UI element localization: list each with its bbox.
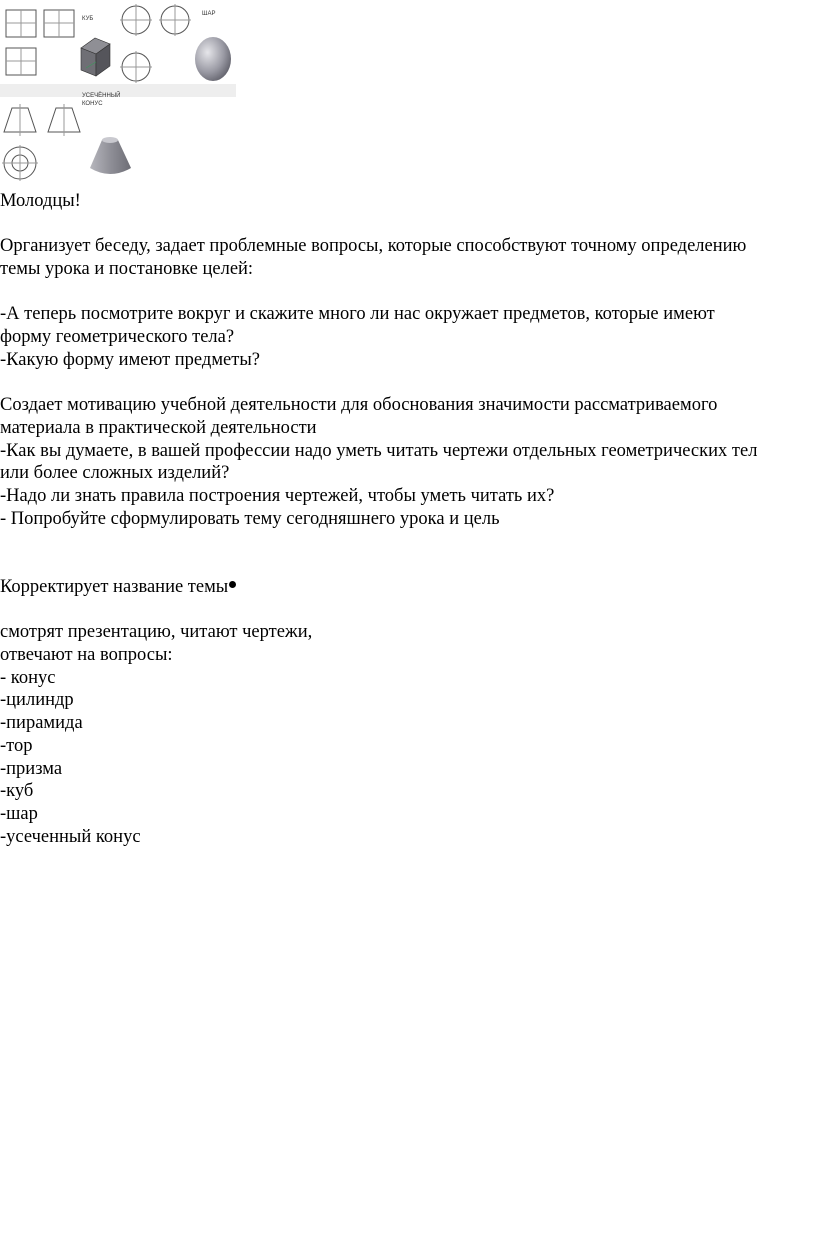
answer-sphere: -шар <box>0 803 38 824</box>
corrects-topic-text: Корректирует название темы <box>0 576 229 597</box>
answer-cube: -куб <box>0 781 34 802</box>
sphere-3d <box>195 37 231 81</box>
geometric-bodies-drawing <box>0 0 240 190</box>
cube-side-view <box>44 10 74 37</box>
motivation-line-1: Создает мотивацию учебной деятельности для обоснования значимости рассматриваемого <box>0 395 718 416</box>
question-rules: -Надо ли знать правила построения чертежей, чтобы уметь читать их? <box>0 486 555 507</box>
frustum-front-view <box>4 104 36 136</box>
answer-cylinder: -цилиндр <box>0 690 74 711</box>
answer-cone: - конус <box>0 667 56 688</box>
question-shape: -Какую форму имеют предметы? <box>0 349 260 370</box>
answer-prism: -призма <box>0 758 63 779</box>
frustum-label-line2: КОНУС <box>82 101 103 107</box>
organizes-line-1: Организует беседу, задает проблемные вопросы, которые способствуют точному определению <box>0 236 747 257</box>
bullet-dot-icon <box>229 581 236 588</box>
lesson-text <box>0 190 816 848</box>
question-look-around-2: форму геометрического тела? <box>0 327 235 348</box>
question-look-around-1: -А теперь посмотрите вокруг и скажите много ли нас окружает предметов, которые имеют <box>0 304 715 325</box>
sphere-front-view <box>120 4 152 36</box>
question-topic: - Попробуйте сформулировать тему сегодняшнего урока и цель <box>0 508 500 529</box>
praise-line: Молодцы! <box>0 191 81 211</box>
answer-pyramid: -пирамида <box>0 713 83 734</box>
sphere-top-view <box>120 51 152 83</box>
students-line-2: отвечают на вопросы: <box>0 644 173 665</box>
cube-label: КУБ <box>82 16 94 22</box>
geometric-bodies-figure <box>0 0 240 190</box>
question-profession-2: или более сложных изделий? <box>0 463 230 484</box>
frustum-label-line1: УСЕЧЁННЫЙ <box>82 93 121 99</box>
sphere-label: ШАР <box>202 11 216 17</box>
cube-3d <box>81 38 110 76</box>
cube-top-view <box>6 48 36 75</box>
frustum-top-view <box>2 145 38 181</box>
corrects-topic-line <box>0 576 816 599</box>
cube-front-view <box>6 10 36 37</box>
motivation-line-2: материала в практической деятельности <box>0 417 317 438</box>
organizes-line-2: темы урока и постановке целей: <box>0 259 254 280</box>
sphere-side-view <box>159 4 191 36</box>
students-line-1: смотрят презентацию, читают чертежи, <box>0 622 313 643</box>
answer-frustum: -усеченный конус <box>0 826 141 847</box>
frustum-3d <box>90 137 131 174</box>
question-profession-1: -Как вы думаете, в вашей профессии надо уметь читать чертежи отдельных геометрических тел <box>0 440 758 461</box>
frustum-side-view <box>48 104 80 136</box>
answer-torus: -тор <box>0 735 33 756</box>
